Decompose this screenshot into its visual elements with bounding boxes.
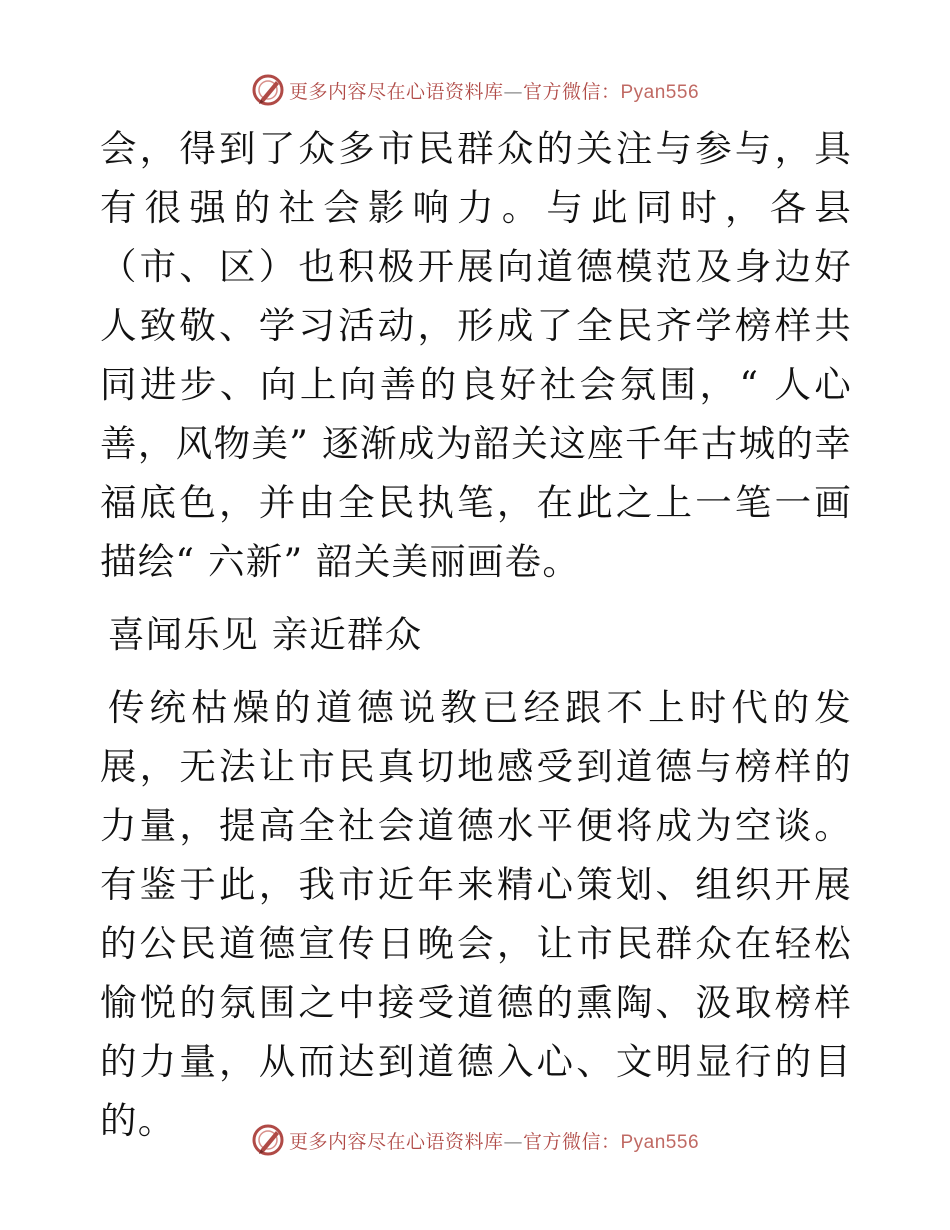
watermark-separator: — [503, 80, 523, 103]
watermark-brand: 更多内容尽在心语资料库 [288, 80, 504, 103]
watermark-separator: — [503, 1130, 523, 1153]
watermark-wechat-label: 官方微信： [522, 80, 621, 103]
body-paragraph-2-text: 传统枯燥的道德说教已经跟不上时代的发展，无法让市民真切地感受到道德与榜样的力量，提高全社会道德水平便将成为空谈。有鉴于此，我市近年来精心策划、组织开展的公民道德宣传日晚会，让市民群众在轻松愉悦的氛围之中接受道德的熏陶、汲取榜样的力量，从而达到道德入心、文明显行的目的。 [100, 686, 852, 1142]
watermark-wechat-id: Pyan556 [620, 81, 700, 103]
pen-seal-icon [251, 1123, 285, 1157]
header-watermark [0, 70, 950, 110]
section-heading: 喜闻乐见 亲近群众 [108, 613, 423, 656]
watermark-text [289, 1127, 699, 1154]
watermark-brand: 更多内容尽在心语资料库 [288, 1130, 504, 1153]
watermark-wechat-id: Pyan556 [620, 1131, 700, 1153]
pen-seal-icon [251, 73, 285, 107]
body-paragraph-2 [100, 678, 852, 1150]
watermark-wechat-label: 官方微信： [522, 1130, 621, 1153]
document-body [100, 119, 852, 1150]
body-paragraph-1: 会，得到了众多市民群众的关注与参与，具有很强的社会影响力。与此同时，各县（市、区）也积极开展向道德模范及身边好人致敬、学习活动，形成了全民齐学榜样共同进步、向上向善的良好社会氛围，“ 人心善，风物美” 逐渐成为韶关这座千年古城的幸福底色，并由全民执笔，在此之上一笔一画描绘“ 六新” 韶关美丽画卷。 [100, 127, 852, 583]
footer-watermark [0, 1120, 950, 1160]
watermark-text [289, 77, 699, 104]
